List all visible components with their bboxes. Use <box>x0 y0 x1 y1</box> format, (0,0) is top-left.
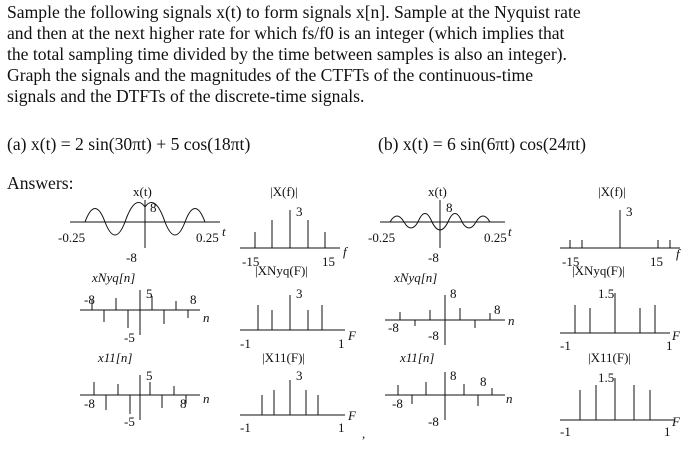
b-X11F-title: |X11(F)| <box>588 350 631 365</box>
b-Xf-xvar: f <box>676 246 680 261</box>
b-xt-ymin: -8 <box>428 250 439 265</box>
b-XnyqF-xvar: F <box>672 328 680 343</box>
a-xnyq-xvar: n <box>203 310 210 325</box>
a-xt-xmax: 0.25 <box>196 230 219 245</box>
b-XnyqF-title: |XNyq(F)| <box>572 263 625 278</box>
problem-line-4: Graph the signals and the magnitudes of the CTFTs of the continuous-time <box>7 65 533 85</box>
b-xt-xvar: t <box>508 224 512 239</box>
a-X11F-xmax: 1 <box>338 420 345 435</box>
a-x11-ymax: 5 <box>146 368 153 383</box>
b-xnyq-xmin: -8 <box>388 320 399 335</box>
b-xnyq-xvar: n <box>508 313 515 328</box>
a-xt-ymin: -8 <box>126 250 137 265</box>
a-X11F-xmin: -1 <box>240 420 251 435</box>
a-xnyq-xmax: 8 <box>190 292 197 307</box>
a-xnyq-title: xNyq[n] <box>92 270 136 285</box>
b-xnyq-ymin: -8 <box>428 328 439 343</box>
b-x11-title: x11[n] <box>400 350 435 365</box>
a-x11-title: x11[n] <box>98 350 133 365</box>
a-XnyqF-title: |XNyq(F)| <box>255 263 308 278</box>
part-b-label: (b) x(t) = 6 sin(6πt) cos(24πt) <box>378 134 586 154</box>
b-Xf-ymax: 3 <box>626 204 633 219</box>
a-XnyqF-xmin: -1 <box>240 336 251 351</box>
a-xnyq-ymin: -5 <box>124 330 135 345</box>
a-Xf-title: |X(f)| <box>270 184 298 199</box>
b-XnyqF-xmax: 1 <box>666 338 673 353</box>
b-x11-xvar: n <box>506 391 513 406</box>
b-x11-ymin: -8 <box>428 414 439 429</box>
b-Xf-title: |X(f)| <box>598 184 626 199</box>
a-x11-xmin: -8 <box>84 396 95 411</box>
a-Xf-xmax: 15 <box>322 254 335 269</box>
b-xt-xmax: 0.25 <box>484 230 507 245</box>
b-xnyq-ymax: 8 <box>450 286 457 301</box>
a-X11F-title: |X11(F)| <box>262 350 305 365</box>
a-xnyq-ymax: 5 <box>146 286 153 301</box>
a-xt-title: x(t) <box>133 184 152 199</box>
b-X11F-xmax: 1 <box>664 424 671 439</box>
b-xt-ymax: 8 <box>446 200 453 215</box>
b-X11F-xvar: F <box>672 414 680 429</box>
b-X11F-xmin: -1 <box>560 424 571 439</box>
a-XnyqF-ymax: 3 <box>296 286 303 301</box>
problem-line-2: and then at the next higher rate for which fs/f0 is an integer (which implies that <box>7 23 565 43</box>
a-xt-xmin: -0.25 <box>58 230 86 245</box>
b-x11-xmin: -8 <box>392 396 403 411</box>
b-xt-title: x(t) <box>428 184 447 199</box>
b-xt-xmin: -0.25 <box>368 230 396 245</box>
a-Xf-xmin: -15 <box>242 254 260 269</box>
a-xnyq-xmin: -8 <box>84 292 95 307</box>
a-x11-xmax: 8 <box>180 396 187 411</box>
b-xnyq-title: xNyq[n] <box>394 270 438 285</box>
a-X11F-ymax: 3 <box>296 368 303 383</box>
a-x11-xvar: n <box>203 391 210 406</box>
b-Xf-xmin: -15 <box>562 254 580 269</box>
b-X11F-ymax: 1.5 <box>598 370 615 385</box>
a-X11F-xvar: F <box>348 408 356 423</box>
b-XnyqF-xmin: -1 <box>560 338 571 353</box>
a-XnyqF-xmax: 1 <box>338 336 345 351</box>
b-XnyqF-ymax: 1.5 <box>598 286 615 301</box>
a-x11-ymin: -5 <box>124 414 135 429</box>
problem-line-5: signals and the DTFTs of the discrete-time signals. <box>7 86 365 106</box>
a-xt-xvar: t <box>222 224 226 239</box>
answers-label: Answers: <box>7 173 74 193</box>
a-Xf-xvar: f <box>343 244 347 259</box>
b-Xf-xmax: 15 <box>650 254 663 269</box>
part-a-label: (a) x(t) = 2 sin(30πt) + 5 cos(18πt) <box>7 134 251 154</box>
a-Xf-ymax: 3 <box>296 204 303 219</box>
problem-line-3: the total sampling time divided by the time between samples is also an integer). <box>7 44 567 64</box>
a-xt-ymax: 8 <box>150 200 157 215</box>
b-xnyq-xmax: 8 <box>494 302 501 317</box>
stray-comma: , <box>362 426 366 441</box>
b-x11-xmax: 8 <box>480 374 487 389</box>
a-XnyqF-xvar: F <box>348 328 356 343</box>
b-x11-ymax: 8 <box>450 368 457 383</box>
problem-line-1: Sample the following signals x(t) to form signals x[n]. Sample at the Nyquist rate <box>7 2 581 22</box>
